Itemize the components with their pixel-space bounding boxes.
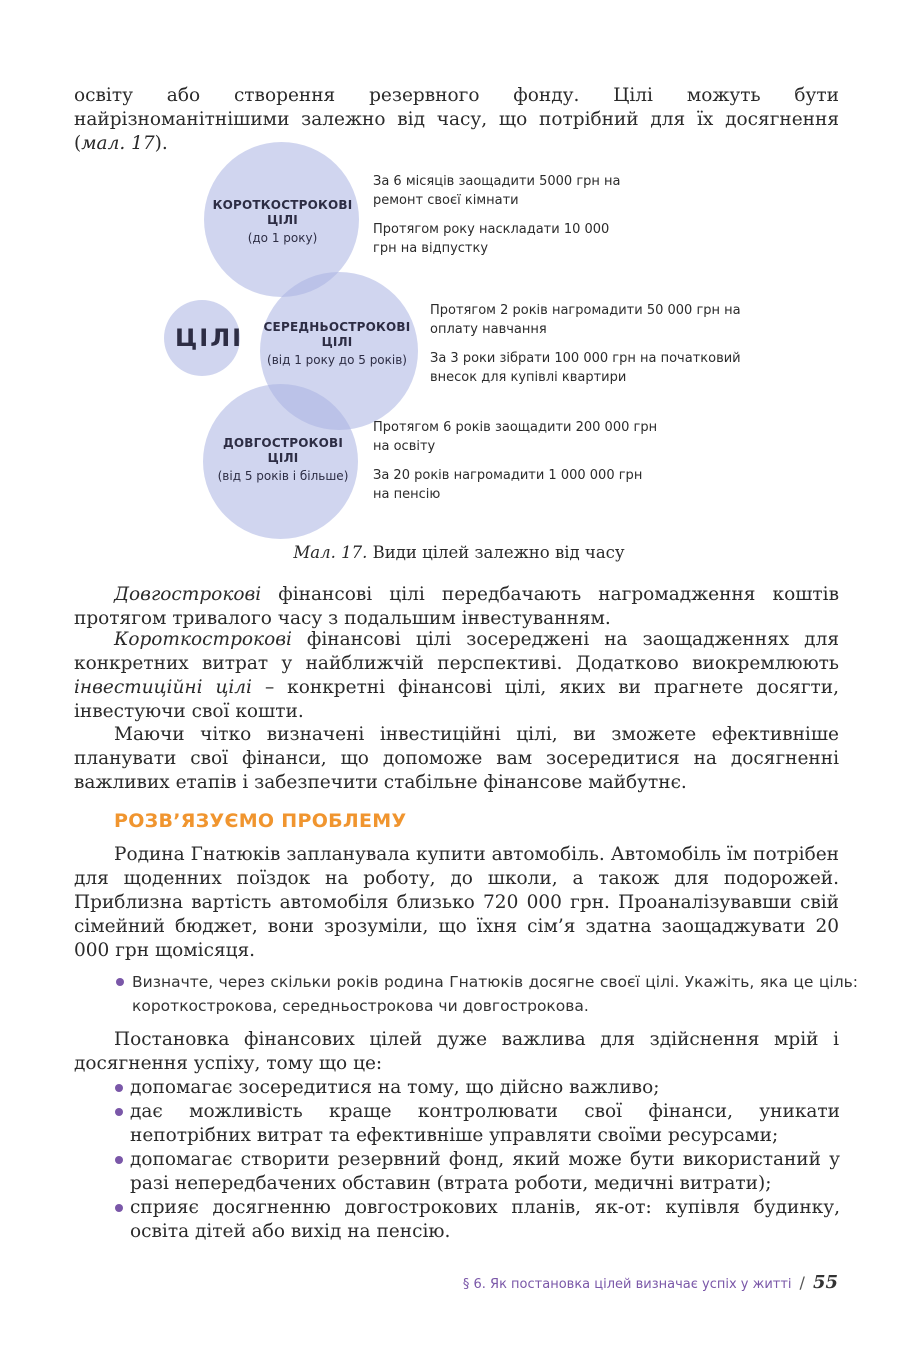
figure-reference: мал. 17 (81, 133, 155, 154)
page-number: 55 (812, 1272, 838, 1293)
short-term-range: (до 1 року) (247, 231, 318, 245)
importance-paragraph: Постановка фінансових цілей дуже важлива для здійснення мрій і досягнення успіху, тому що це: (74, 1029, 839, 1074)
medium-term-range: (від 1 року до 5 років) (267, 353, 407, 367)
section-heading: РОЗВ’ЯЗУЄМО ПРОБЛЕМУ (114, 810, 407, 832)
caption-text: Види цілей залежно від часу (367, 543, 625, 562)
goals-title: ЦІЛІ (175, 324, 244, 352)
long-term-paragraph (74, 583, 839, 631)
investment-paragraph: Маючи чітко визначені інвестиційні цілі, ви зможете ефективніше планувати свої фінанси, що допоможе вам зосередитися на досягненні важливих етапів і забезпечити стабільне фінансове майбутнє. (74, 724, 839, 793)
example-item: За 3 роки зібрати 100 000 грн на початковий внесок для купівлі квартири (430, 351, 741, 385)
figure-caption (0, 543, 918, 562)
intro-text: освіту або створення резервного фонду. Цілі можуть бути найрізноманітнішими залежно від часу, що потрібний для їх досягнення ( (74, 85, 839, 154)
paragraph-text: фінансові цілі зосереджені на заощадженнях для конкретних витрат у найближчій перспективі. Додатково виокремлюють (74, 629, 839, 674)
caption-label: Мал. 17. (293, 543, 368, 562)
example-item: За 20 років нагромадити 1 000 000 грн на пенсію (373, 468, 643, 502)
long-term-range: (від 5 років і більше) (217, 469, 349, 483)
paragraph-text: фінансові цілі передбачають нагромадження коштів протягом тривалого часу з подальшим інвестуванням. (74, 584, 839, 629)
list-item (114, 1076, 840, 1100)
task-item (114, 970, 858, 1018)
long-term-examples (373, 418, 658, 514)
long-term-heading: ДОВГОСТРОКОВІ ЦІЛІ (222, 436, 344, 465)
long-term-label (208, 436, 358, 484)
example-item: За 6 місяців заощадити 5000 грн на ремонт своєї кімнати (373, 174, 621, 208)
importance-list (114, 1076, 840, 1244)
footer-section-title: § 6. Як постановка цілей визначає успіх у житті (462, 1277, 792, 1292)
bullet-icon (115, 1108, 123, 1116)
example-item: Протягом року наскладати 10 000 грн на відпустку (373, 222, 610, 256)
list-item-text: дає можливість краще контролювати свої фінанси, уникати непотрібних витрат та ефективніше управляти своїми ресурсами; (130, 1101, 840, 1146)
medium-term-examples (430, 301, 760, 397)
list-item-text: допомагає зосередитися на тому, що дійсно важливо; (130, 1077, 660, 1098)
example-item: Протягом 2 років нагромадити 50 000 грн на оплату навчання (430, 303, 741, 337)
bullet-icon (115, 1084, 123, 1092)
short-term-label (210, 198, 355, 246)
bullet-icon (116, 978, 124, 986)
paragraph-text: – конкретні фінансові цілі, яких ви прагнете досягти, інвестуючи свої кошти. (74, 677, 839, 722)
page-footer (463, 1272, 838, 1293)
list-item (114, 1100, 840, 1148)
term-investment-goals: інвестиційні цілі (74, 677, 252, 698)
bullet-icon (115, 1156, 123, 1164)
task-text: Визначте, через скільки років родина Гнатюків досягне своєї цілі. Укажіть, яка це ціль: короткострокова, середньострокова чи довгострокова. (132, 973, 858, 1015)
medium-term-heading: СЕРЕДНЬОСТРОКОВІ ЦІЛІ (263, 320, 411, 349)
list-item-text: допомагає створити резервний фонд, який може бути використаний у разі непередбачених обставин (втрата роботи, медичні витрати); (130, 1149, 840, 1194)
medium-term-label (262, 320, 412, 368)
problem-paragraph: Родина Гнатюків запланувала купити автомобіль. Автомобіль їм потрібен для щоденних поїздок на роботу, до школи, а також для подорожей. Приблизна вартість автомобіля близько 720 000 грн. Проаналізувавши свій сімейний бюджет, вони зрозуміли, що їхня сім’я здатна заощаджувати 20 000 грн щомісяця. (74, 844, 839, 961)
list-item (114, 1148, 840, 1196)
list-item-text: сприяє досягненню довгострокових планів, як-от: купівля будинку, освіта дітей або вихід на пенсію. (130, 1197, 840, 1242)
short-term-examples (373, 172, 623, 268)
bullet-icon (115, 1204, 123, 1212)
example-item: Протягом 6 років заощадити 200 000 грн на освіту (373, 420, 658, 454)
term-long-term: Довгострокові (114, 584, 262, 605)
short-term-paragraph (74, 628, 839, 724)
footer-separator: / (799, 1273, 805, 1292)
intro-text-end: ). (154, 133, 168, 154)
list-item (114, 1196, 840, 1244)
term-short-term: Короткострокові (114, 629, 292, 650)
short-term-heading: КОРОТКОСТРОКОВІ ЦІЛІ (212, 198, 353, 227)
goals-diagram (150, 140, 770, 540)
